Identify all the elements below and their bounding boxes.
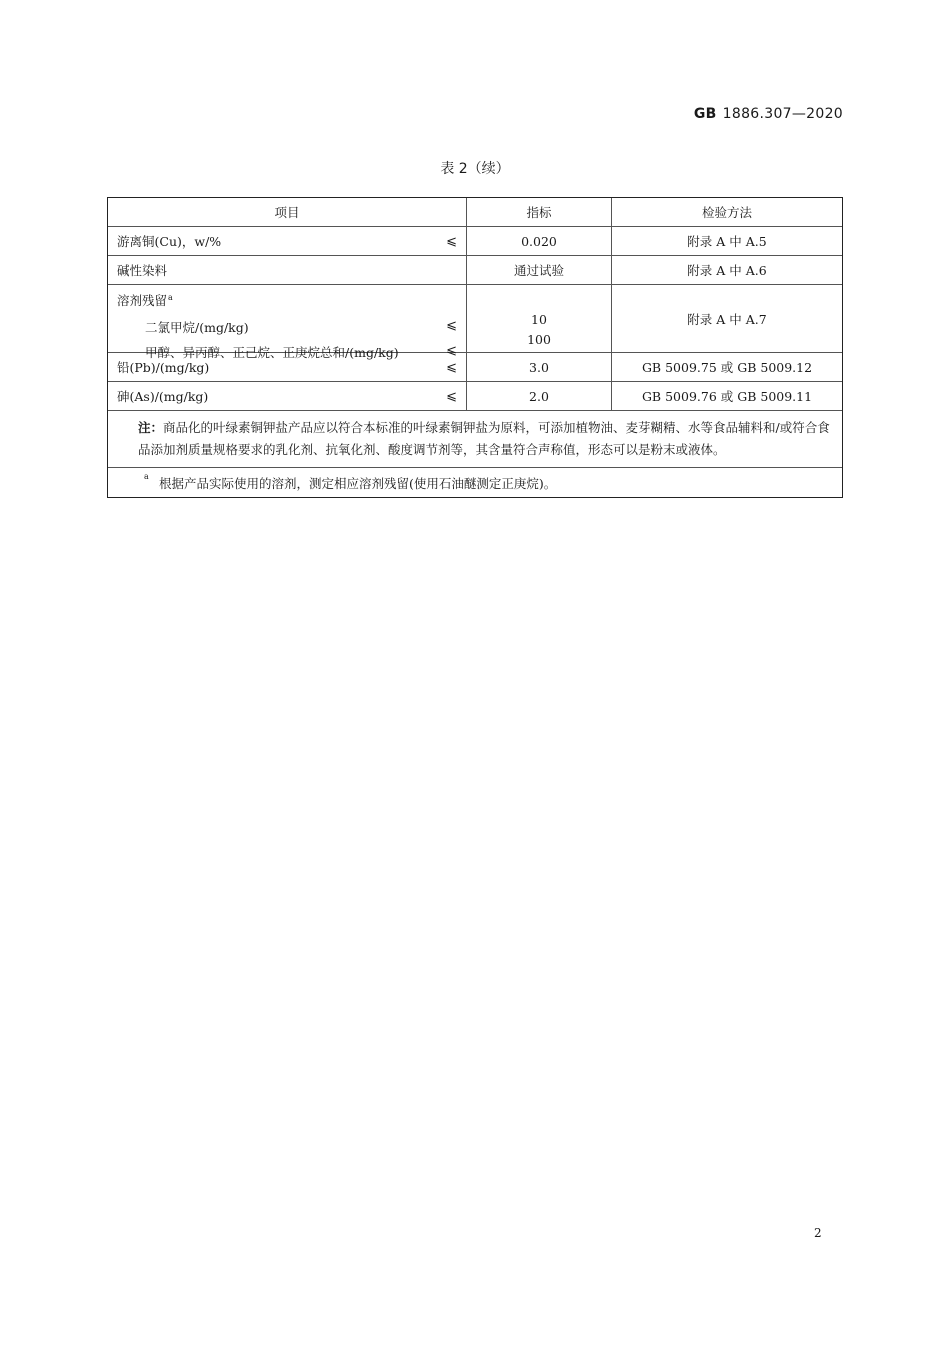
- less-equal-symbol: ⩽: [446, 359, 457, 375]
- row-item: [108, 256, 467, 284]
- row-value: 2.0: [467, 382, 612, 410]
- standard-prefix: GB: [693, 106, 717, 122]
- column-header-method: 检验方法: [701, 205, 752, 220]
- sub-value: 10: [531, 312, 547, 327]
- row-item-label: 砷(As)/(mg/kg): [117, 389, 209, 404]
- footnote-mark: a: [144, 472, 149, 481]
- solvent-residue-label: 溶剂残留: [117, 293, 168, 308]
- standard-code: 1886.307—2020: [722, 106, 843, 122]
- standard-number: [694, 106, 843, 122]
- row-item-label: 碱性染料: [117, 263, 168, 278]
- spec-table: [107, 197, 843, 498]
- less-equal-symbol: ⩽: [446, 318, 457, 333]
- table-row: [108, 352, 842, 381]
- table-row: [108, 255, 842, 284]
- table-note: [108, 410, 842, 467]
- row-method: GB 5009.75 或 GB 5009.12: [641, 360, 813, 375]
- table-row: [108, 381, 842, 410]
- row-item: [108, 353, 467, 381]
- row-method: 附录 A 中 A.6: [687, 263, 767, 278]
- table-row: [108, 226, 842, 255]
- row-value: [467, 285, 612, 352]
- table-footnote: [108, 467, 842, 497]
- row-value: 3.0: [467, 353, 612, 381]
- footnote-mark: a: [168, 292, 173, 302]
- less-equal-symbol: ⩽: [446, 233, 457, 249]
- column-header-value: 指标: [467, 198, 612, 226]
- row-value: 通过试验: [467, 256, 612, 284]
- note-label: 注：: [138, 420, 164, 435]
- row-item-label: 游离铜(Cu)，w/%: [117, 234, 222, 249]
- row-item: [108, 227, 467, 255]
- table-title: 表 2（续）: [440, 161, 510, 177]
- sub-value: 100: [527, 332, 551, 347]
- less-equal-symbol: ⩽: [446, 343, 457, 358]
- row-item: [108, 382, 467, 410]
- row-item: [108, 285, 467, 360]
- solvent-residue-row: [108, 284, 842, 360]
- sub-item-dichloromethane: [117, 318, 466, 336]
- table-header-row: [108, 198, 842, 226]
- note-text: 商品化的叶绿素铜钾盐产品应以符合本标准的叶绿素铜钾盐为原料，可添加植物油、麦芽糊精、水等食品辅料和/或符合食品添加剂质量规格要求的乳化剂、抗氧化剂、酸度调节剂等，其含量符合声称值，形态可以是粉末或液体。: [138, 420, 830, 457]
- row-method: 附录 A 中 A.5: [687, 234, 767, 249]
- row-item-label: 铅(Pb)/(mg/kg): [117, 360, 210, 375]
- row-value: 0.020: [467, 227, 612, 255]
- footnote-text: 根据产品实际使用的溶剂，测定相应溶剂残留(使用石油醚测定正庚烷)。: [159, 476, 557, 491]
- less-equal-symbol: ⩽: [446, 388, 457, 404]
- row-method: 附录 A 中 A.7: [687, 311, 767, 327]
- row-method: GB 5009.76 或 GB 5009.11: [641, 389, 813, 404]
- page-number: 2: [814, 1226, 822, 1240]
- column-header-item: 项目: [108, 198, 467, 226]
- sub-item-label: 甲醇、异丙醇、正己烷、正庚烷总和/(mg/kg): [145, 345, 399, 360]
- sub-item-label: 二氯甲烷/(mg/kg): [145, 320, 249, 335]
